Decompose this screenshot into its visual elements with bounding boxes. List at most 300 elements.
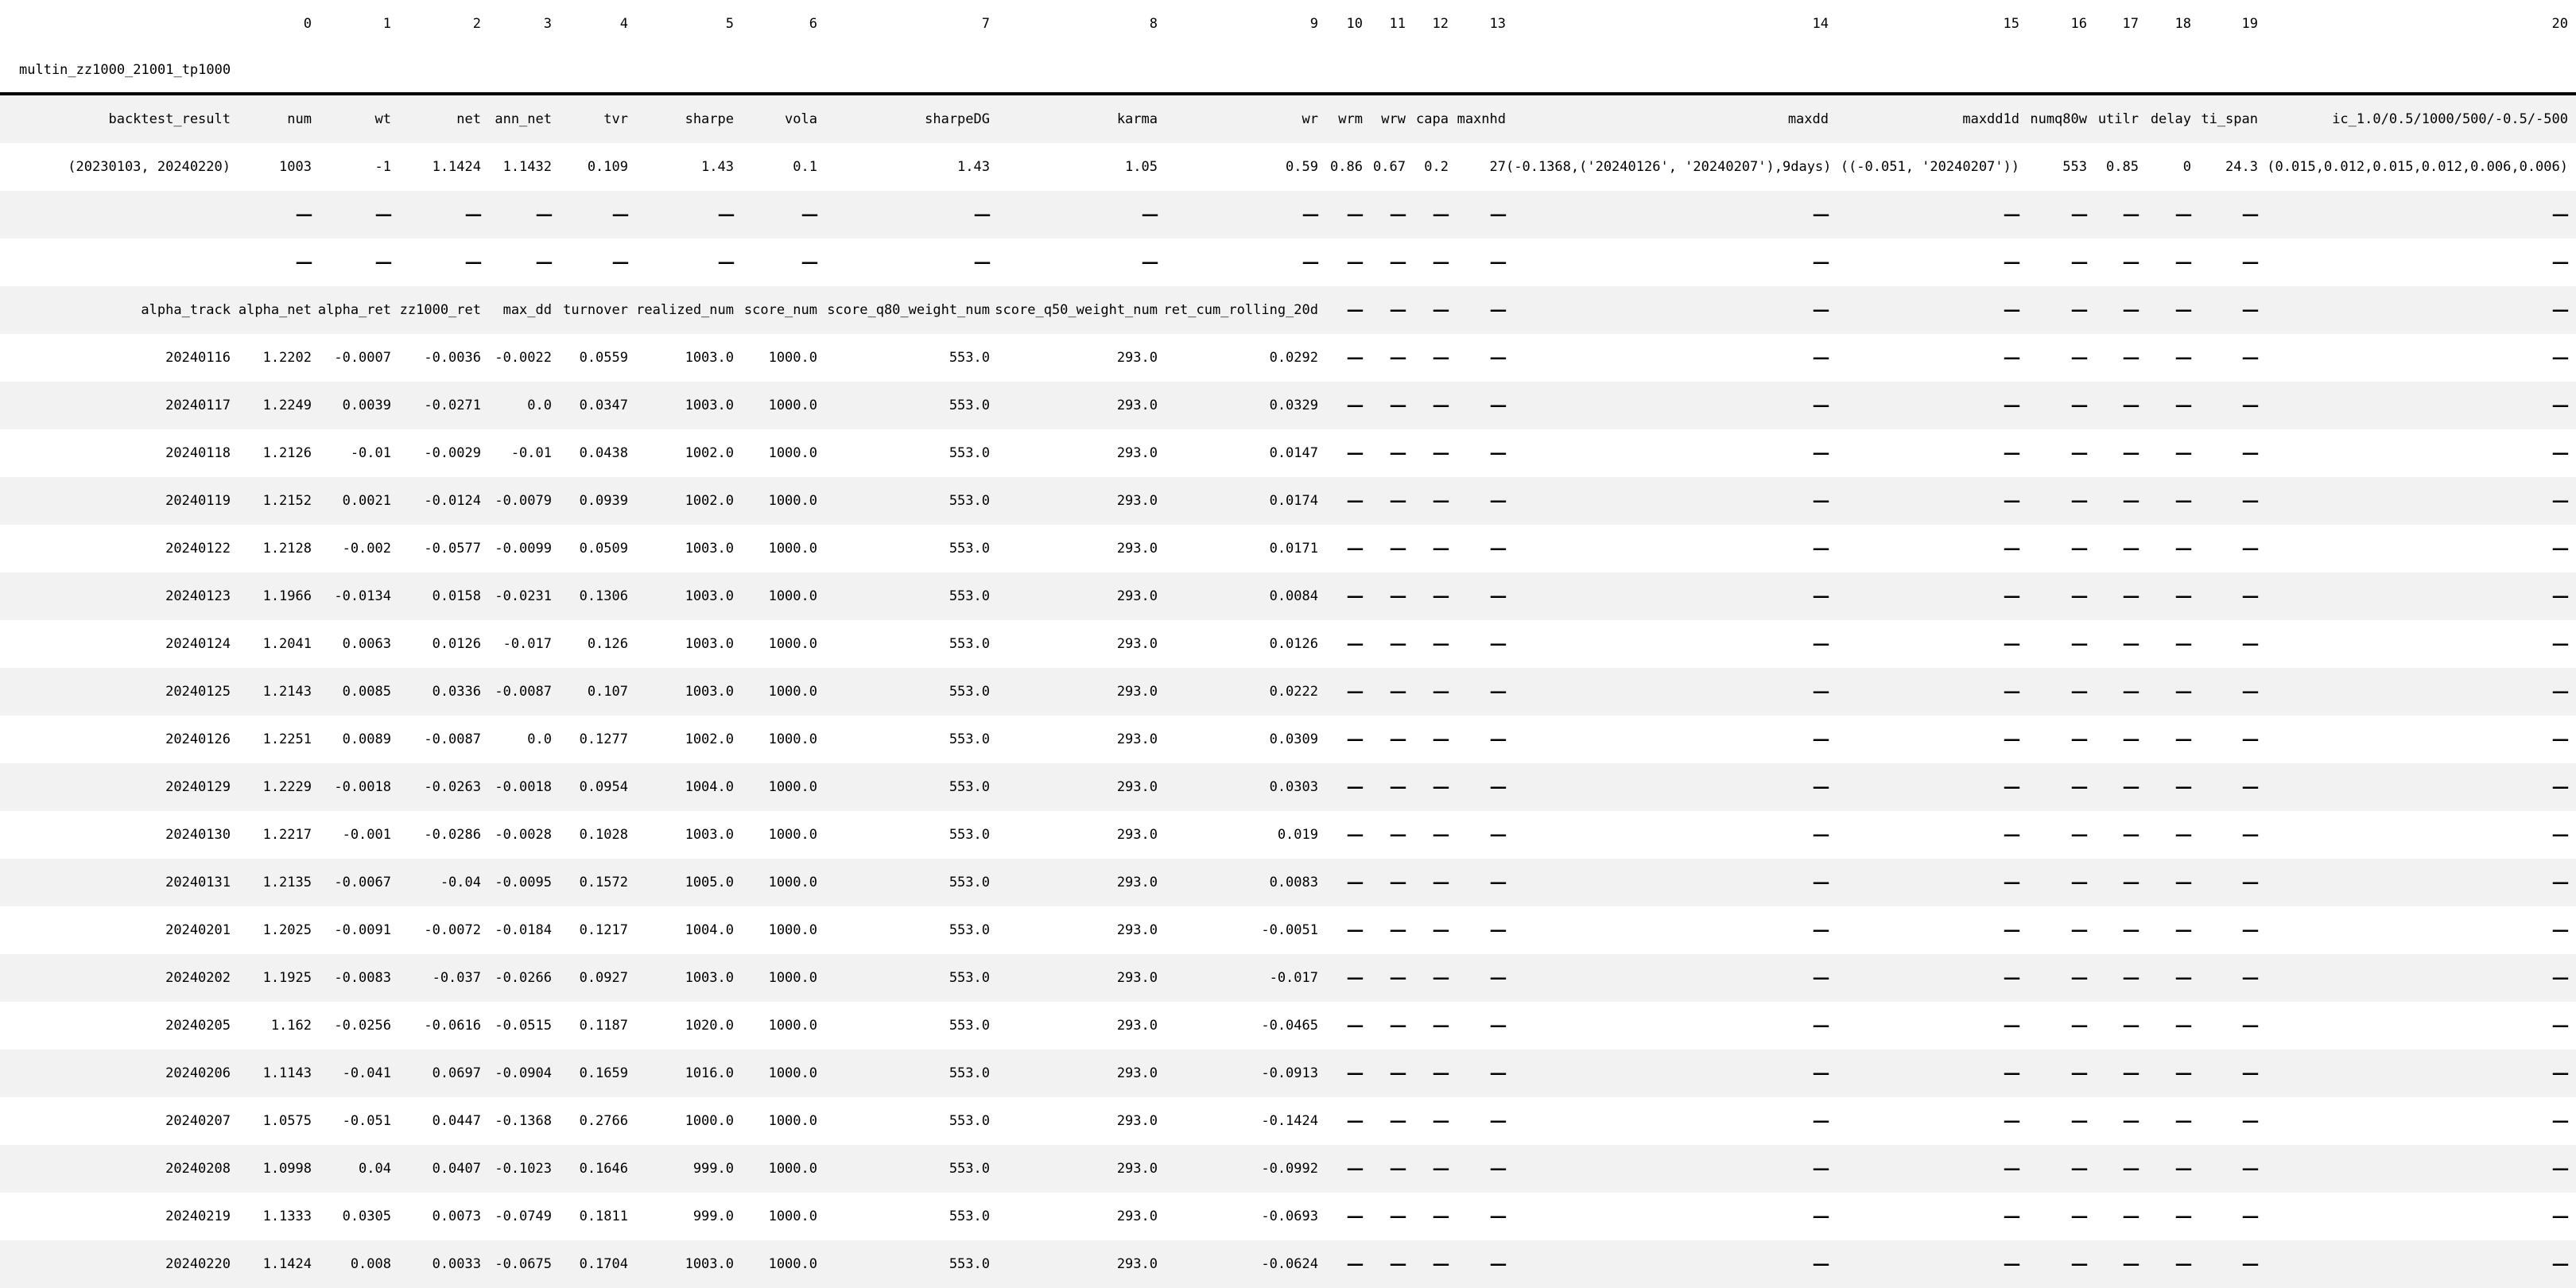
column-index-label: 20 (2551, 16, 2568, 32)
cell (1506, 382, 1829, 429)
cell: 1002.0 (685, 493, 734, 509)
missing-value-dash: — (2071, 1247, 2087, 1281)
cell (990, 191, 1158, 239)
cell: 1.2217 (262, 827, 312, 843)
column-header: utilr (2097, 111, 2139, 127)
missing-value-dash: — (2552, 1200, 2568, 1233)
missing-value-dash: — (465, 246, 481, 279)
missing-value-dash: — (2552, 1104, 2568, 1138)
cell: 1.2143 (262, 684, 312, 700)
cell: 1002.0 (685, 445, 734, 461)
cell: 1003.0 (685, 636, 734, 652)
missing-value-dash: — (2004, 1104, 2019, 1138)
missing-value-dash: — (1490, 914, 1506, 947)
missing-value-dash: — (2175, 627, 2191, 661)
missing-value-dash: — (1390, 389, 1406, 422)
missing-value-dash: — (2242, 723, 2258, 756)
cell (1829, 1193, 2019, 1240)
missing-value-dash: — (1813, 532, 1829, 565)
cell: 293.0 (1116, 1018, 1158, 1034)
missing-value-dash: — (1490, 198, 1506, 231)
column-index-label: 8 (1149, 16, 1158, 32)
cell (2258, 382, 2576, 429)
cell: 0.126 (587, 636, 628, 652)
missing-value-dash: — (2242, 1104, 2258, 1138)
cell (2258, 1002, 2576, 1049)
missing-value-dash: — (1813, 484, 1829, 518)
cell: 1.162 (270, 1018, 312, 1034)
missing-value-dash: — (2552, 389, 2568, 422)
cell: 1004.0 (685, 922, 734, 938)
cell: -0.051 (342, 1113, 391, 1129)
cell: 1003.0 (685, 398, 734, 413)
missing-value-dash: — (2123, 293, 2139, 327)
column-header: wrm (1338, 111, 1363, 127)
missing-value-dash: — (1390, 580, 1406, 613)
column-header: vola (785, 111, 817, 127)
missing-value-dash: — (2004, 770, 2019, 804)
cell: 1003 (279, 159, 312, 175)
missing-value-dash: — (1302, 246, 1318, 279)
missing-value-dash: — (1390, 1104, 1406, 1138)
missing-value-dash: — (1490, 1104, 1506, 1138)
column-index-label: 6 (809, 16, 817, 32)
missing-value-dash: — (1490, 627, 1506, 661)
missing-value-dash: — (2071, 914, 2087, 947)
cell (2258, 429, 2576, 477)
missing-value-dash: — (1390, 1200, 1406, 1233)
missing-value-dash: — (1347, 484, 1363, 518)
missing-value-dash: — (1433, 389, 1449, 422)
missing-value-dash: — (2071, 246, 2087, 279)
missing-value-dash: — (375, 246, 391, 279)
cell: 0.1028 (579, 827, 628, 843)
missing-value-dash: — (2123, 1057, 2139, 1090)
missing-value-dash: — (1490, 1152, 1506, 1185)
missing-value-dash: — (2004, 1200, 2019, 1233)
cell (1506, 1240, 1829, 1288)
cell: 553.0 (949, 636, 990, 652)
missing-value-dash: — (1490, 1009, 1506, 1042)
missing-value-dash: — (2242, 532, 2258, 565)
missing-value-dash: — (2242, 914, 2258, 947)
missing-value-dash: — (1813, 818, 1829, 852)
cell: -0.0018 (334, 779, 391, 795)
cell: 0.0033 (432, 1256, 481, 1272)
cell: 999.0 (692, 1208, 734, 1224)
missing-value-dash: — (1813, 389, 1829, 422)
cell: 553.0 (949, 731, 990, 747)
cell: 553.0 (949, 350, 990, 366)
missing-value-dash: — (2552, 246, 2568, 279)
cell: 553.0 (949, 875, 990, 890)
missing-value-dash: — (1347, 914, 1363, 947)
missing-value-dash: — (296, 246, 312, 279)
cell: 0.0954 (579, 779, 628, 795)
missing-value-dash: — (2242, 818, 2258, 852)
row-index-cell: 20240117 (165, 398, 231, 413)
cell (817, 191, 990, 239)
cell (2139, 1240, 2191, 1288)
cell: 0.1187 (579, 1018, 628, 1034)
missing-value-dash: — (1433, 1247, 1449, 1281)
missing-value-dash: — (1390, 675, 1406, 708)
cell (1829, 763, 2019, 811)
cell: 1.2249 (262, 398, 312, 413)
column-header: maxdd (1787, 111, 1829, 127)
cell (1829, 191, 2019, 239)
cell (1506, 525, 1829, 572)
cell: 0.0083 (1269, 875, 1318, 890)
cell (1829, 1145, 2019, 1193)
cell: 0.0126 (1269, 636, 1318, 652)
cell (1829, 1097, 2019, 1145)
cell: -0.002 (342, 541, 391, 557)
table-header-row (0, 95, 2576, 143)
row-index-cell: 20240125 (165, 684, 231, 700)
cell: 1000.0 (768, 541, 817, 557)
cell (2258, 620, 2576, 668)
missing-value-dash: — (718, 246, 734, 279)
missing-value-dash: — (2242, 436, 2258, 470)
column-index-label: 9 (1309, 16, 1318, 32)
missing-value-dash: — (2004, 914, 2019, 947)
cell (1158, 191, 1318, 239)
cell: 0.0303 (1269, 779, 1318, 795)
column-index-row (0, 0, 2576, 48)
cell (231, 239, 312, 286)
cell: -0.0616 (424, 1018, 481, 1034)
missing-value-dash: — (2175, 389, 2191, 422)
missing-value-dash: — (1347, 1009, 1363, 1042)
missing-value-dash: — (2175, 198, 2191, 231)
missing-value-dash: — (1490, 532, 1506, 565)
cell: score_q80_weight_num (827, 302, 990, 318)
missing-value-dash: — (2242, 246, 2258, 279)
cell (1506, 1002, 1829, 1049)
cell: turnover (563, 302, 628, 318)
cell: -0.0992 (1261, 1161, 1318, 1177)
cell: -0.0028 (495, 827, 552, 843)
cell: ret_cum_rolling_20d (1163, 302, 1318, 318)
cell (2258, 477, 2576, 525)
cell (2258, 1145, 2576, 1193)
missing-value-dash: — (1347, 293, 1363, 327)
missing-value-dash: — (1813, 1200, 1829, 1233)
table-row (0, 1240, 2576, 1288)
missing-value-dash: — (1347, 866, 1363, 899)
cell: 553 (2062, 159, 2087, 175)
missing-value-dash: — (2123, 532, 2139, 565)
cell: 1000.0 (768, 970, 817, 986)
missing-value-dash: — (1813, 198, 1829, 231)
cell: -0.0072 (424, 922, 481, 938)
missing-value-dash: — (2175, 1152, 2191, 1185)
cell: 0.0509 (579, 541, 628, 557)
cell: 0.0939 (579, 493, 628, 509)
cell: 293.0 (1116, 1256, 1158, 1272)
cell (2019, 1240, 2087, 1288)
cell: 293.0 (1116, 1065, 1158, 1081)
missing-value-dash: — (2552, 198, 2568, 231)
cell: 1.1424 (262, 1256, 312, 1272)
missing-value-dash: — (1142, 246, 1158, 279)
missing-value-dash: — (1813, 1104, 1829, 1138)
missing-value-dash: — (1490, 1247, 1506, 1281)
cell: 1.1925 (262, 970, 312, 986)
cell (552, 239, 628, 286)
missing-value-dash: — (1490, 723, 1506, 756)
column-header: ic_1.0/0.5/1000/500/-0.5/-500 (2332, 111, 2568, 127)
column-index-label: 19 (2241, 16, 2258, 32)
row-index-cell: 20240202 (165, 970, 231, 986)
missing-value-dash: — (2004, 580, 2019, 613)
cell: -0.0091 (334, 922, 391, 938)
missing-value-dash: — (2242, 1009, 2258, 1042)
missing-value-dash: — (1490, 246, 1506, 279)
cell: 553.0 (949, 398, 990, 413)
missing-value-dash: — (2004, 723, 2019, 756)
cell (1506, 668, 1829, 716)
cell: 553.0 (949, 779, 990, 795)
cell: -0.1368 (495, 1113, 552, 1129)
cell (1829, 429, 2019, 477)
cell: 553.0 (949, 922, 990, 938)
cell: 0.107 (587, 684, 628, 700)
missing-value-dash: — (2175, 866, 2191, 899)
missing-value-dash: — (2004, 1247, 2019, 1281)
cell: 1.43 (701, 159, 734, 175)
missing-value-dash: — (2071, 866, 2087, 899)
cell: 0.0222 (1269, 684, 1318, 700)
missing-value-dash: — (1433, 818, 1449, 852)
missing-value-dash: — (2071, 1009, 2087, 1042)
cell: 1.1143 (262, 1065, 312, 1081)
cell: 0.0309 (1269, 731, 1318, 747)
missing-value-dash: — (1813, 246, 1829, 279)
missing-value-dash: — (2123, 484, 2139, 518)
missing-value-dash: — (1347, 532, 1363, 565)
cell (1829, 811, 2019, 859)
row-index-cell: 20240207 (165, 1113, 231, 1129)
cell: 553.0 (949, 684, 990, 700)
missing-value-dash: — (2552, 293, 2568, 327)
missing-value-dash: — (2242, 1152, 2258, 1185)
missing-value-dash: — (2242, 675, 2258, 708)
column-header: karma (1116, 111, 1158, 127)
missing-value-dash: — (2123, 1247, 2139, 1281)
cell (1449, 1240, 1506, 1288)
missing-value-dash: — (1390, 436, 1406, 470)
cell (1829, 859, 2019, 906)
missing-value-dash: — (801, 198, 817, 231)
missing-value-dash: — (1347, 818, 1363, 852)
missing-value-dash: — (1490, 484, 1506, 518)
cell: 0.59 (1286, 159, 1318, 175)
cell: 1000.0 (685, 1113, 734, 1129)
cell: 553.0 (949, 1065, 990, 1081)
missing-value-dash: — (2004, 436, 2019, 470)
cell: 1000.0 (768, 588, 817, 604)
missing-value-dash: — (1433, 484, 1449, 518)
cell: 0.0089 (342, 731, 391, 747)
cell: -0.0515 (495, 1018, 552, 1034)
missing-value-dash: — (1433, 341, 1449, 374)
missing-value-dash: — (2123, 627, 2139, 661)
cell: 1003.0 (685, 827, 734, 843)
cell: 0.0039 (342, 398, 391, 413)
column-index-label: 2 (472, 16, 481, 32)
cell: 1.2126 (262, 445, 312, 461)
cell (2258, 572, 2576, 620)
cell: 0.0174 (1269, 493, 1318, 509)
cell (2258, 716, 2576, 763)
cell (2087, 1240, 2139, 1288)
missing-value-dash: — (2071, 1104, 2087, 1138)
cell: score_num (743, 302, 817, 318)
cell (1506, 1049, 1829, 1097)
missing-value-dash: — (2552, 627, 2568, 661)
missing-value-dash: — (375, 198, 391, 231)
cell (2258, 191, 2576, 239)
cell: 0.0147 (1269, 445, 1318, 461)
missing-value-dash: — (1433, 914, 1449, 947)
cell: 0.0063 (342, 636, 391, 652)
cell: 1003.0 (685, 350, 734, 366)
cell: -0.01 (350, 445, 391, 461)
column-index-label: 1 (382, 16, 391, 32)
missing-value-dash: — (2552, 866, 2568, 899)
cell: -0.017 (1269, 970, 1318, 986)
cell (2258, 1193, 2576, 1240)
missing-value-dash: — (1390, 1152, 1406, 1185)
missing-value-dash: — (1433, 1200, 1449, 1233)
row-index-cell (0, 191, 231, 239)
column-index-label: 4 (619, 16, 628, 32)
cell (1506, 572, 1829, 620)
missing-value-dash: — (1490, 770, 1506, 804)
cell (1829, 1002, 2019, 1049)
missing-value-dash: — (2552, 914, 2568, 947)
cell (2258, 334, 2576, 382)
missing-value-dash: — (1390, 293, 1406, 327)
missing-value-dash: — (1490, 580, 1506, 613)
cell: 0.1659 (579, 1065, 628, 1081)
missing-value-dash: — (2071, 389, 2087, 422)
cell: 0.1704 (579, 1256, 628, 1272)
missing-value-dash: — (2552, 770, 2568, 804)
missing-value-dash: — (1433, 770, 1449, 804)
cell: 1.2025 (262, 922, 312, 938)
column-index-label: 3 (543, 16, 552, 32)
cell: 1.1966 (262, 588, 312, 604)
missing-value-dash: — (1813, 341, 1829, 374)
cell: alpha_net (238, 302, 312, 318)
missing-value-dash: — (2123, 914, 2139, 947)
cell: 0.008 (350, 1256, 391, 1272)
column-header: capa (1416, 111, 1449, 127)
cell (2258, 763, 2576, 811)
row-index-cell: 20240126 (165, 731, 231, 747)
cell: 293.0 (1116, 1113, 1158, 1129)
cell (2258, 954, 2576, 1002)
cell (1506, 191, 1829, 239)
missing-value-dash: — (2071, 580, 2087, 613)
cell: 293.0 (1116, 779, 1158, 795)
missing-value-dash: — (1390, 341, 1406, 374)
missing-value-dash: — (2123, 389, 2139, 422)
missing-value-dash: — (1813, 436, 1829, 470)
row-index-cell: 20240220 (165, 1256, 231, 1272)
missing-value-dash: — (2123, 675, 2139, 708)
cell: 1000.0 (768, 684, 817, 700)
cell: 1.43 (957, 159, 990, 175)
column-header: sharpeDG (925, 111, 990, 127)
cell: 0.1217 (579, 922, 628, 938)
missing-value-dash: — (2004, 341, 2019, 374)
missing-value-dash: — (1347, 389, 1363, 422)
cell: 0.1 (793, 159, 817, 175)
row-index-cell: 20240118 (165, 445, 231, 461)
missing-value-dash: — (2175, 1009, 2191, 1042)
cell: -0.041 (342, 1065, 391, 1081)
cell (1829, 1049, 2019, 1097)
cell (2258, 1097, 2576, 1145)
cell (1829, 525, 2019, 572)
missing-value-dash: — (2123, 1009, 2139, 1042)
cell: 0.1811 (579, 1208, 628, 1224)
cell: 1003.0 (685, 588, 734, 604)
cell: 553.0 (949, 827, 990, 843)
cell: -0.0904 (495, 1065, 552, 1081)
cell: 1.0998 (262, 1161, 312, 1177)
missing-value-dash: — (2175, 580, 2191, 613)
missing-value-dash: — (2004, 818, 2019, 852)
cell: 0.0305 (342, 1208, 391, 1224)
cell: -0.0465 (1261, 1018, 1318, 1034)
row-index-cell: backtest_result (108, 111, 231, 127)
missing-value-dash: — (2175, 675, 2191, 708)
missing-value-dash: — (2552, 1057, 2568, 1090)
missing-value-dash: — (2004, 532, 2019, 565)
cell: 0.0292 (1269, 350, 1318, 366)
cell: 1002.0 (685, 731, 734, 747)
missing-value-dash: — (2123, 770, 2139, 804)
missing-value-dash: — (1813, 1152, 1829, 1185)
cell (1318, 1240, 1363, 1288)
missing-value-dash: — (2175, 532, 2191, 565)
missing-value-dash: — (1390, 1247, 1406, 1281)
missing-value-dash: — (1490, 818, 1506, 852)
missing-value-dash: — (2123, 723, 2139, 756)
cell: 0.04 (359, 1161, 391, 1177)
cell (1829, 906, 2019, 954)
column-header: tvr (603, 111, 628, 127)
missing-value-dash: — (296, 198, 312, 231)
cell (2258, 286, 2576, 334)
missing-value-dash: — (974, 246, 990, 279)
cell: 1.0575 (262, 1113, 312, 1129)
missing-value-dash: — (2242, 866, 2258, 899)
missing-value-dash: — (2175, 818, 2191, 852)
missing-value-dash: — (1390, 961, 1406, 995)
cell: -0.0749 (495, 1208, 552, 1224)
cell: -0.0675 (495, 1256, 552, 1272)
cell: realized_num (636, 302, 734, 318)
cell: 0.86 (1330, 159, 1363, 175)
missing-value-dash: — (2071, 436, 2087, 470)
missing-value-dash: — (536, 198, 552, 231)
